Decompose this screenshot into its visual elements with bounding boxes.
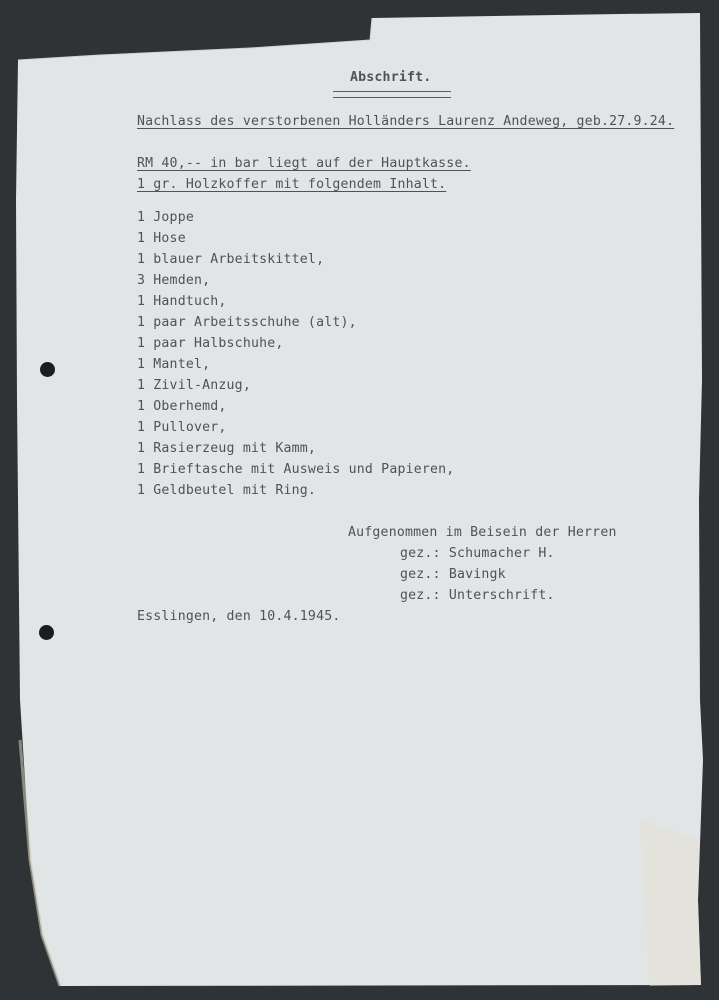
inventory-item: 1 Handtuch, bbox=[137, 294, 227, 309]
inventory-item: 1 Pullover, bbox=[137, 420, 227, 435]
inventory-item: 3 Hemden, bbox=[137, 273, 211, 288]
inventory-item: 1 Hose bbox=[137, 231, 186, 246]
witness-signature: gez.: Schumacher H. bbox=[400, 546, 555, 561]
inventory-item: 1 Mantel, bbox=[137, 357, 211, 372]
document-heading: Abschrift. bbox=[350, 70, 432, 85]
inventory-item: 1 paar Halbschuhe, bbox=[137, 336, 284, 351]
inventory-item: 1 Joppe bbox=[137, 210, 194, 225]
inventory-item: 1 Zivil-Anzug, bbox=[137, 378, 251, 393]
inventory-item: 1 blauer Arbeitskittel, bbox=[137, 252, 325, 267]
witness-signature: gez.: Unterschrift. bbox=[400, 588, 555, 603]
inventory-list bbox=[137, 210, 454, 504]
intro-line-cash: RM 40,-- in bar liegt auf der Hauptkasse. bbox=[137, 156, 471, 171]
inventory-item: 1 Oberhemd, bbox=[137, 399, 227, 414]
inventory-item: 1 Geldbeutel mit Ring. bbox=[137, 483, 317, 498]
inventory-item: 1 Rasierzeug mit Kamm, bbox=[137, 441, 317, 456]
heading-double-underline bbox=[333, 91, 451, 98]
place-and-date: Esslingen, den 10.4.1945. bbox=[137, 609, 341, 624]
witness-signature: gez.: Bavingk bbox=[400, 567, 506, 582]
inventory-item: 1 Brieftasche mit Ausweis und Papieren, bbox=[137, 462, 455, 477]
inventory-item: 1 paar Arbeitsschuhe (alt), bbox=[137, 315, 357, 330]
intro-line-suitcase: 1 gr. Holzkoffer mit folgendem Inhalt. bbox=[137, 177, 447, 192]
witness-intro: Aufgenommen im Beisein der Herren bbox=[348, 525, 617, 540]
document-subject: Nachlass des verstorbenen Holländers Laurenz Andeweg, geb.27.9.24. bbox=[137, 114, 675, 129]
